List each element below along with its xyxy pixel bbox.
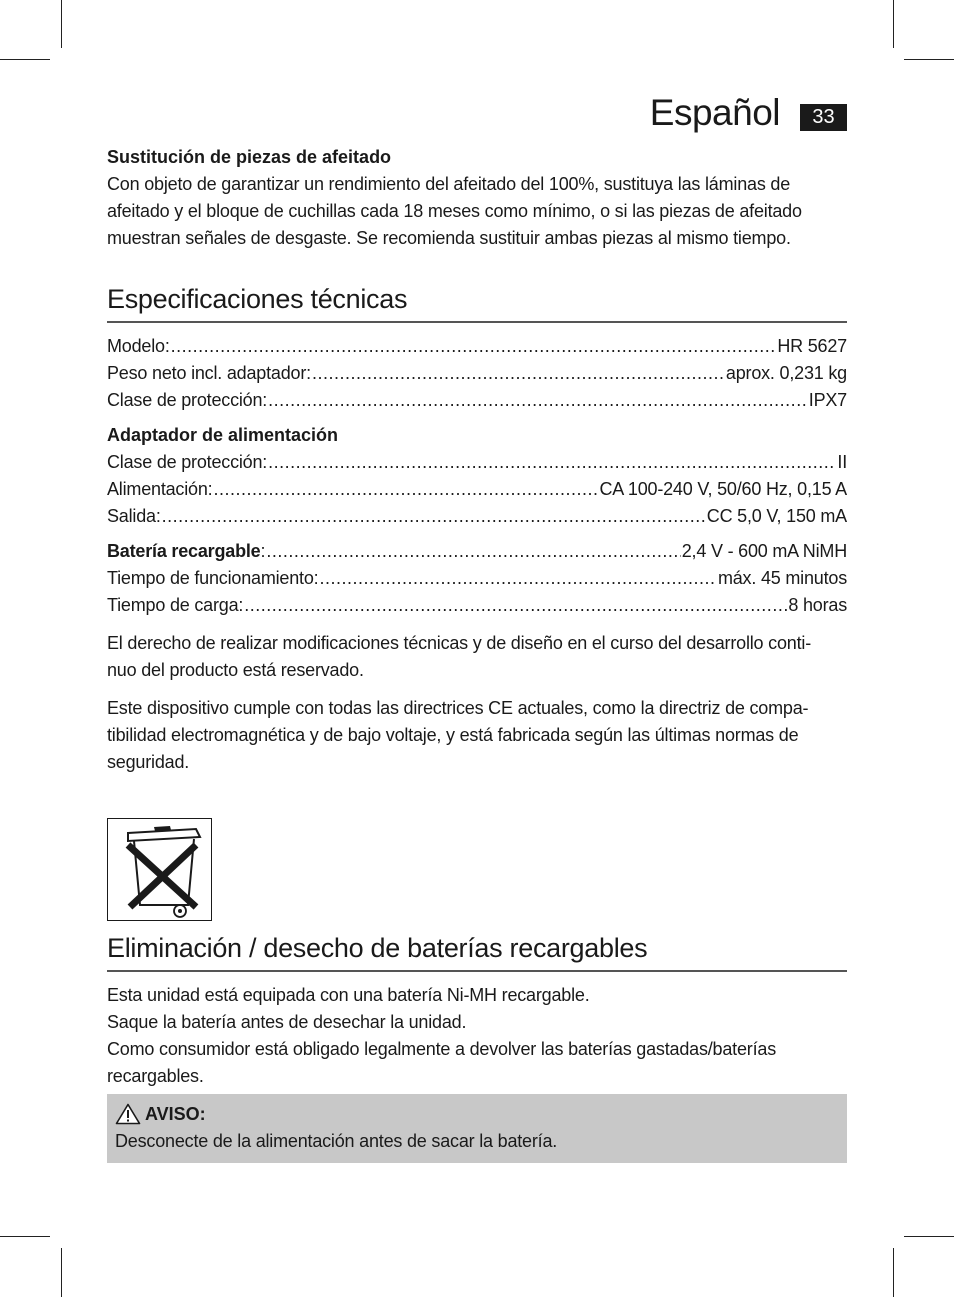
leader-dots <box>268 387 808 414</box>
spec-label: Clase de protección: <box>107 390 268 410</box>
language-title: Español <box>649 92 780 133</box>
spec-value: IPX7 <box>808 390 847 410</box>
spec-value: HR 5627 <box>777 336 847 356</box>
spec-row-model <box>107 333 847 360</box>
page-number-badge: 33 <box>800 104 847 131</box>
leader-dots <box>244 592 787 619</box>
leader-dots <box>162 503 706 530</box>
spec-row-adapter-output <box>107 503 847 530</box>
spec-label: Peso neto incl. adaptador: <box>107 363 311 383</box>
battery-value: 2,4 V - 600 mA NiMH <box>681 541 847 561</box>
disposal-title: Eliminación / desecho de baterías recargables <box>107 933 847 972</box>
spec-label: Modelo: <box>107 336 170 356</box>
spec-value: II <box>837 452 847 472</box>
spec-row-protection <box>107 387 847 414</box>
crop-mark <box>61 1248 62 1297</box>
disposal-line: Como consumidor está obligado legalmente a devolver las baterías gastadas/baterías <box>107 1039 776 1059</box>
notice-line: nuo del producto está reservado. <box>107 660 364 680</box>
spec-label: Salida: <box>107 506 161 526</box>
spec-label: Clase de protección: <box>107 452 268 472</box>
replacement-line: afeitado y el bloque de cuchillas cada 18 meses como mínimo, o si las piezas de afeitado <box>107 201 802 221</box>
weee-crossed-bin-icon <box>107 818 212 921</box>
spec-row-adapter-input <box>107 476 847 503</box>
notice-line: Este dispositivo cumple con todas las directrices CE actuales, como la directriz de compa- <box>107 698 809 718</box>
adapter-heading: Adaptador de alimentación <box>107 425 339 445</box>
spec-row-weight <box>107 360 847 387</box>
replacement-heading: Sustitución de piezas de afeitado <box>107 147 392 167</box>
spec-value: aprox. 0,231 kg <box>725 363 847 383</box>
page-content <box>107 144 847 1163</box>
disposal-line: recargables. <box>107 1066 204 1086</box>
crop-mark <box>904 59 954 60</box>
crop-mark <box>904 1236 954 1237</box>
spec-row-charge-time <box>107 592 847 619</box>
warning-text: Desconecte de la alimentación antes de sacar la batería. <box>115 1131 558 1151</box>
warning-box <box>107 1094 847 1163</box>
spec-value: máx. 45 minutos <box>717 568 847 588</box>
notice-line: tibilidad electromagnética y de bajo voltaje, y está fabricada según las últimas normas de <box>107 725 799 745</box>
replacement-line: Con objeto de garantizar un rendimiento del afeitado del 100%, sustituya las láminas de <box>107 174 791 194</box>
crop-mark <box>893 1248 894 1297</box>
crop-mark <box>61 0 62 48</box>
spec-row-battery <box>107 538 847 565</box>
specs-title: Especificaciones técnicas <box>107 284 847 323</box>
crop-mark <box>0 1236 50 1237</box>
replacement-line: muestran señales de desgaste. Se recomienda sustituir ambas piezas al mismo tiempo. <box>107 228 791 248</box>
leader-dots <box>266 538 680 565</box>
spec-label: Tiempo de funcionamiento: <box>107 568 319 588</box>
battery-label: Batería recargable <box>107 541 261 561</box>
warning-heading <box>115 1100 839 1128</box>
warning-label: AVISO: <box>145 1104 206 1124</box>
notice-line: El derecho de realizar modificaciones técnicas y de diseño en el curso del desarrollo conti- <box>107 633 811 653</box>
spec-value: CC 5,0 V, 150 mA <box>706 506 847 526</box>
leader-dots <box>319 565 716 592</box>
spec-value: 8 horas <box>788 595 847 615</box>
leader-dots <box>312 360 725 387</box>
crop-mark <box>893 0 894 48</box>
spec-label: Tiempo de carga: <box>107 595 244 615</box>
battery-colon: : <box>260 541 266 561</box>
spec-value: CA 100-240 V, 50/60 Hz, 0,15 A <box>599 479 847 499</box>
spec-label: Alimentación: <box>107 479 213 499</box>
leader-dots <box>213 476 598 503</box>
leader-dots <box>268 449 836 476</box>
notice-line: seguridad. <box>107 752 190 772</box>
disposal-line: Esta unidad está equipada con una batería Ni-MH recargable. <box>107 985 590 1005</box>
warning-triangle-icon <box>115 1103 141 1125</box>
spec-row-adapter-protection <box>107 449 847 476</box>
disposal-line: Saque la batería antes de desechar la unidad. <box>107 1012 467 1032</box>
leader-dots <box>171 333 777 360</box>
spec-row-runtime <box>107 565 847 592</box>
crop-mark <box>0 59 50 60</box>
